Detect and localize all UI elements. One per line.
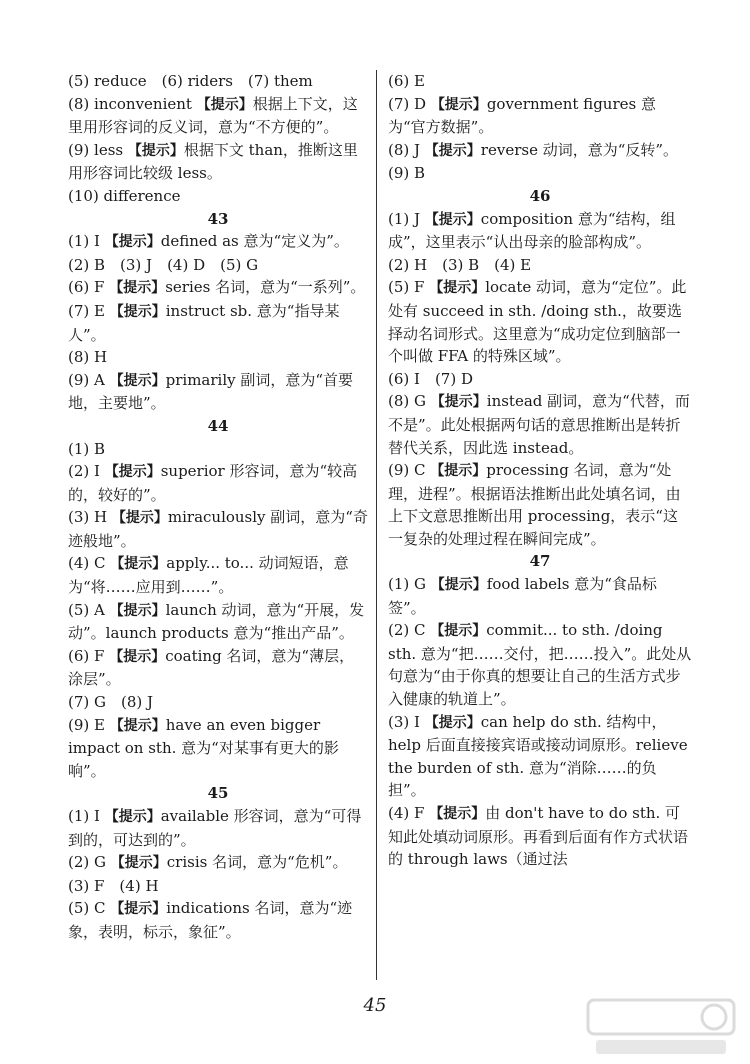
hint-text: 由 don't have to do sth. 可知此处填动词原形。再看到后面有作方式状语的 through laws（通过法 xyxy=(388,804,689,869)
hint-text: reverse 动词，意为“反转”。 xyxy=(480,140,679,159)
hint-text: coating 名词，意为“薄层，涂层”。 xyxy=(68,646,355,689)
hint-label: 【提示】 xyxy=(110,855,167,872)
answer-number: (1) I xyxy=(68,807,105,825)
answer-item xyxy=(68,460,368,506)
hint-label: 【提示】 xyxy=(424,142,481,159)
answer-number: (7) D xyxy=(388,94,431,113)
hint-text: instead 副词，意为“代替，而不是”。此处根据两句话的意思推断出是转折替代关系，因此选 instead。 xyxy=(388,392,690,457)
answer-item xyxy=(68,139,368,185)
hint-label: 【提示】 xyxy=(196,96,253,113)
answer-item xyxy=(388,390,692,459)
answer-item: (2) H (3) B (4) E xyxy=(388,255,532,274)
hint-label: 【提示】 xyxy=(109,717,166,734)
answer-item xyxy=(68,300,368,346)
answer-number: (4) F xyxy=(388,804,430,822)
answer-number: (1) I xyxy=(68,232,105,251)
answer-item xyxy=(68,93,368,139)
hint-text: locate 动词，意为“定位”。此处有 succeed in sth. /doing sth.，故要选择动名词形式。这里意为“成功定位到脑部一个叫做 FFA 的特殊区域”。 xyxy=(388,278,687,366)
answer-number: (1) G xyxy=(388,575,431,594)
hint-label: 【提示】 xyxy=(424,714,481,731)
answer-item: (5) reduce (6) riders (7) them xyxy=(68,72,313,90)
answer-number: (5) A xyxy=(68,600,110,619)
answer-number: (2) G xyxy=(68,853,111,872)
column-divider xyxy=(376,70,377,980)
answer-item: (1) B xyxy=(68,439,106,458)
answer-item: (6) E xyxy=(388,72,425,90)
right-column xyxy=(388,70,692,871)
hint-text: launch 动词，意为“开展，发动”。launch products 意为“推出产品”。 xyxy=(68,600,365,643)
answer-number: (1) J xyxy=(388,209,425,228)
answer-number: (3) H xyxy=(68,508,112,527)
answer-item xyxy=(388,711,692,802)
answer-number: (9) C xyxy=(388,461,431,480)
answer-number: (6) F xyxy=(68,278,110,297)
hint-label: 【提示】 xyxy=(430,623,487,640)
hint-label: 【提示】 xyxy=(430,577,487,594)
watermark-logo-icon xyxy=(586,996,736,1058)
hint-text: apply... to... 动词短语，意为“将……应用到……”。 xyxy=(68,554,349,597)
answer-number: (8) inconvenient xyxy=(68,94,197,113)
answer-number: (8) G xyxy=(388,392,431,411)
section-heading: 45 xyxy=(207,784,229,803)
hint-label: 【提示】 xyxy=(110,556,167,573)
hint-text: 根据上下文，这里用形容词的反义词，意为“不方便的”。 xyxy=(68,94,358,137)
answer-item xyxy=(388,93,692,139)
hint-text: series 名词，意为“一系列”。 xyxy=(165,278,366,297)
answer-number: (2) C xyxy=(388,621,431,640)
hint-text: food labels 意为“食品标签”。 xyxy=(388,575,657,617)
hint-label: 【提示】 xyxy=(430,463,487,480)
hint-text: crisis 名词，意为“危机”。 xyxy=(166,853,348,872)
section-heading: 43 xyxy=(207,209,229,228)
hint-label: 【提示】 xyxy=(109,602,166,619)
answer-item xyxy=(68,645,368,691)
answer-number: (9) A xyxy=(68,370,110,389)
answer-number: (7) E xyxy=(68,301,110,320)
hint-text: government figures 意为“官方数据”。 xyxy=(388,94,656,137)
hint-text: instruct sb. 意为“指导某人”。 xyxy=(68,301,340,344)
answer-item: (6) I (7) D xyxy=(388,369,473,388)
hint-label: 【提示】 xyxy=(110,901,167,918)
answer-item: (8) H xyxy=(68,348,108,367)
hint-label: 【提示】 xyxy=(109,280,166,297)
hint-label: 【提示】 xyxy=(104,809,161,825)
section-heading: 46 xyxy=(529,186,551,205)
answer-number: (4) C xyxy=(68,554,111,573)
hint-text: defined as 意为“定义为”。 xyxy=(160,232,349,251)
answer-item xyxy=(68,506,368,552)
answer-item: (2) B (3) J (4) D (5) G xyxy=(68,255,259,274)
answer-number: (5) C xyxy=(68,899,111,918)
hint-text: 根据下文 than，推断这里用形容词比较级 less。 xyxy=(68,140,358,183)
hint-label: 【提示】 xyxy=(111,510,168,527)
answer-item xyxy=(388,619,692,710)
hint-label: 【提示】 xyxy=(104,234,161,251)
hint-label: 【提示】 xyxy=(109,303,166,320)
answer-item: (10) difference xyxy=(68,186,181,205)
hint-text: superior 形容词，意为“较高的，较好的”。 xyxy=(68,462,358,504)
hint-label: 【提示】 xyxy=(430,96,487,113)
hint-text: available 形容词，意为“可得到的，可达到的”。 xyxy=(68,807,362,849)
hint-text: miraculously 副词，意为“奇迹般地”。 xyxy=(68,508,368,550)
section-heading: 44 xyxy=(207,416,229,435)
answer-item xyxy=(68,714,368,783)
answer-item xyxy=(68,276,368,300)
answer-item xyxy=(388,802,692,871)
hint-text: indications 名词，意为“迹象，表明，标示，象征”。 xyxy=(68,899,353,941)
answer-number: (8) J xyxy=(388,140,425,159)
answer-item xyxy=(68,851,368,875)
answer-number: (5) F xyxy=(388,278,430,297)
answer-item: (3) F (4) H xyxy=(68,876,159,895)
answer-number: (3) I xyxy=(388,712,425,731)
hint-text: primarily 副词，意为“首要地，主要地”。 xyxy=(68,370,354,413)
left-column xyxy=(68,70,368,944)
hint-text: commit... to sth. /doing sth. 意为“把……交付，把……投入”。此处从句意为“由于你真的想要让自己的生活方式步入健康的轨道上”。 xyxy=(388,621,692,709)
hint-text: processing 名词，意为“处理，进程”。根据语法推断出此处填名词，由上下文意思推断出用 processing，表示“这一复杂的处理过程在瞬间完成”。 xyxy=(388,461,681,548)
hint-label: 【提示】 xyxy=(109,372,166,389)
answer-item xyxy=(68,552,368,598)
answer-item xyxy=(388,276,692,367)
answer-item xyxy=(68,369,368,415)
answer-item xyxy=(388,573,692,619)
hint-label: 【提示】 xyxy=(429,806,486,822)
answer-number: (6) F xyxy=(68,646,110,665)
hint-text: composition 意为“结构，组成”，这里表示“认出母亲的脸部构成”。 xyxy=(388,209,676,252)
answer-item xyxy=(388,459,692,550)
answer-number: (9) E xyxy=(68,715,110,734)
answer-item xyxy=(68,805,368,851)
section-heading: 47 xyxy=(529,552,551,571)
hint-label: 【提示】 xyxy=(424,211,481,228)
answer-number: (2) I xyxy=(68,462,105,481)
hint-label: 【提示】 xyxy=(127,142,184,159)
page-number: 45 xyxy=(363,995,387,1016)
answer-item xyxy=(68,230,368,254)
answer-item xyxy=(68,897,368,943)
answer-item: (7) G (8) J xyxy=(68,693,154,712)
hint-label: 【提示】 xyxy=(430,394,487,411)
answer-number: (9) less xyxy=(68,140,128,159)
hint-label: 【提示】 xyxy=(104,464,161,481)
hint-text: can help do sth. 结构中，help 后面直接接宾语或接动词原形。relieve the burden of sth. 意为“消除……的负担”。 xyxy=(388,712,688,800)
answer-item xyxy=(388,139,692,163)
hint-label: 【提示】 xyxy=(429,280,486,297)
answer-item xyxy=(68,599,368,645)
hint-label: 【提示】 xyxy=(109,648,166,665)
answer-item: (9) B xyxy=(388,164,426,183)
answer-item xyxy=(388,208,692,254)
hint-text: have an even bigger impact on sth. 意为“对某事有更大的影响”。 xyxy=(68,715,339,780)
